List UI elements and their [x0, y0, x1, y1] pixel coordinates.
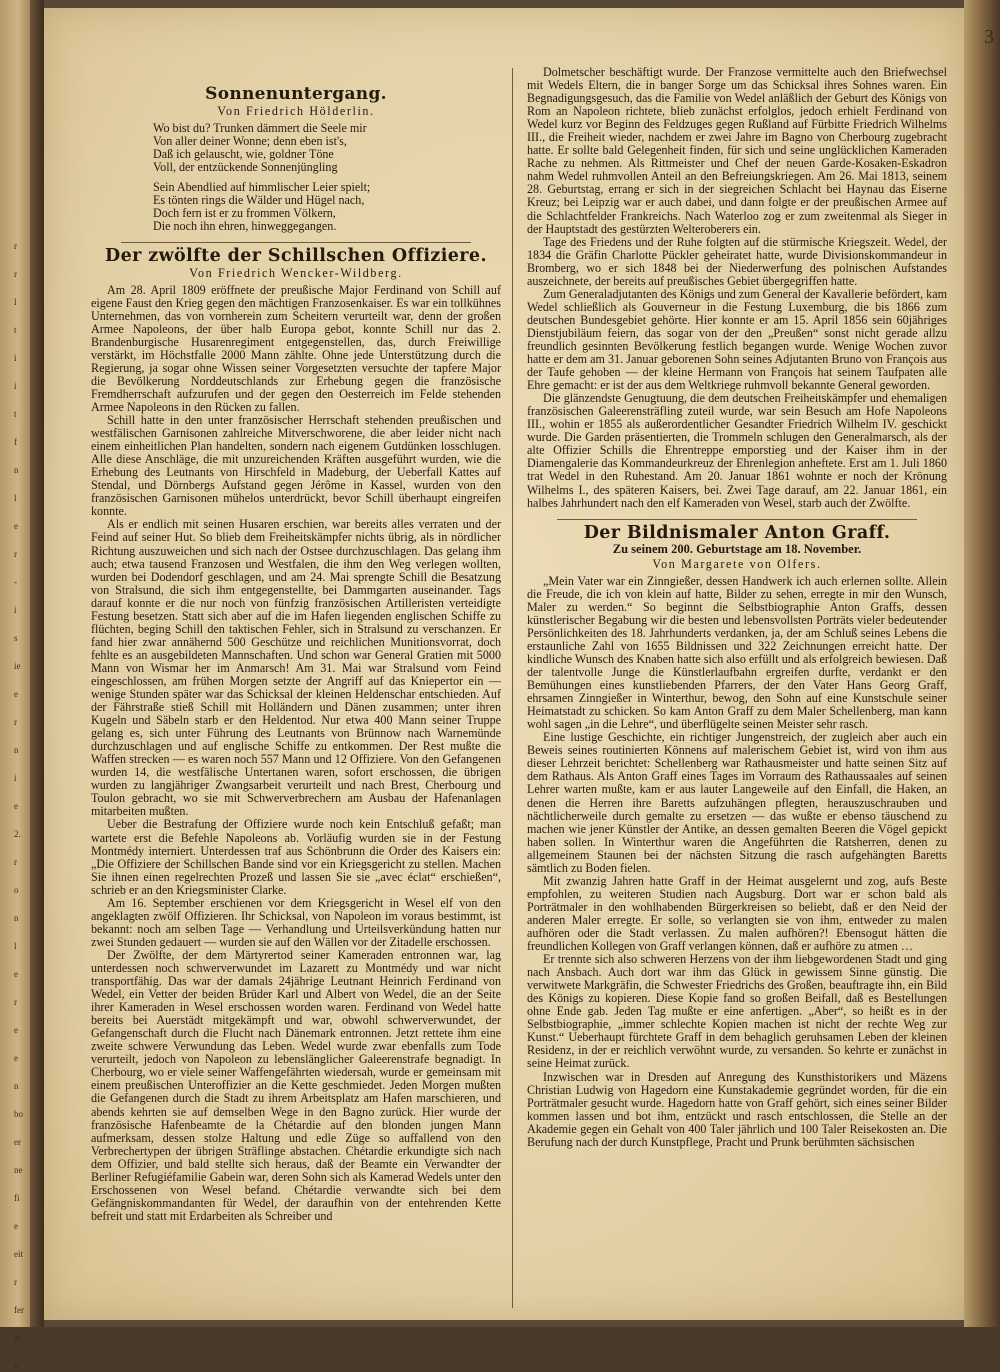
poem-line: Es tönten rings die Wälder und Hügel nach, [153, 193, 365, 208]
margin-fragment: eit [14, 1249, 23, 1259]
article-body [91, 284, 501, 1223]
margin-fragment: i [14, 381, 17, 391]
column-divider [512, 68, 513, 1308]
margin-fragment: r [14, 241, 17, 251]
poem-title: Sonnenuntergang. [205, 84, 387, 104]
paragraph: Zum Generaladjutanten des Königs und zum General der Kavallerie befördert, kam Wedel schließlich als Gouverneur in die Festung Luxemburg, die bis 1866 zum deutschen Bundesgebiet gehörte. Hier konnte er am 15. April 1856 sein 60jähriges Dienstjubiläum feiern, das sogar von der den „Preußen“ sonst nicht gerade allzu freundlich gesinnten Bevölkerung festlich begangen wurde. Wenige Wochen zuvor hatte er dem am 31. Januar geborenen Sohn seines Adjutanten Bruno von François aus der Taufe gehoben — der kleine Hermann von François hat seinem Taufpaten alle Ehre gemacht: er ist der aus dem Weltkriege ruhmvoll bekannte General geworden. [527, 286, 947, 393]
poem-body [153, 122, 501, 233]
margin-fragment: ie [14, 661, 21, 671]
margin-fragment: r [14, 857, 17, 867]
paragraph: Als er endlich mit seinen Husaren erschien, war bereits alles verraten und der Feind auf seiner Hut. So blieb dem Freiheitskämpfer nichts übrig, als in nördlicher Richtung auszuweichen und sich nach der Ostsee durchzuschlagen. Das gelang ihm auch; etwa tausend Franzosen und Westfalen, die ihm den Weg verlegen wollten, wurden bei Dodendorf geschlagen, und am 24. Mai sprengte Schill die Besatzung von Stralsund, die sich ihm entgegenstellte, bei Dammgarten auseinander. Tags darauf konnte er die nur noch von fünfzig französischen Artilleristen verteidigte Festung besetzen. Statt sich aber auf die im Hafen liegenden englischen Schiffe zu flüchten, beging Schill den taktischen Fehler, sich in Stralsund zu verschanzen. Er fand hier zwar annähernd 500 Geschütze und reichlichen Munitionsvorrat, doch fehlte es an ausgebildeten Mannschaften. Und schon war General Gratien mit 5000 Mann von Wismar her im Anmarsch! Am 31. Mai war Stralsund vom Feind eingeschlossen, am frühen Morgen setzte der Angriff auf das Kniepertor ein — wenige Stunden später war das Schicksal der kleinen Heldenschar entschieden. Auf der Fährstraße stieß Schill mit Holländern und Dänen zusammen; unter ihren Kugeln und Säbeln starb er den Heldentod. Nur etwa 400 Mann seiner Truppe gelang es, sich unter Führung des Leutnants von Brünnow nach Warnemünde durchzuschlagen und auf englische Schiffe zu entkommen. Der Rest mußte die Waffen strecken — es waren noch 557 Mann und 12 Offiziere. Von den Gefangenen wurden 14, die westfälische Untertanen waren, sofort erschossen, die übrigen wurden zu langjähriger Zwangsarbeit verurteilt und nach Brest, Cherbourg und Toulon gebracht, wo sie mit Schwerverbrechern am Ausbau der Hafenanlagen mitarbeiten mußten. [91, 517, 501, 819]
margin-fragment: - [14, 577, 17, 587]
margin-fragment: n [14, 745, 19, 755]
margin-fragment: t [14, 409, 17, 419]
article-author: Von Margarete von Olfers. [652, 556, 822, 571]
poem-line: Von aller deiner Wonne; denn eben ist's, [153, 134, 347, 149]
paragraph: Eine lustige Geschichte, ein richtiger Jungenstreich, der zugleich aber auch ein Beweis seines routinierten Könnens auf malerischem Gebiet ist, wird von ihm aus dieser Lehrzeit berichtet: Schellenberg war Rathausmeister und hatte seinen Sitz auf dem Rathaus. Als Anton Graff eines Tages im Vorraum des Rathaussaales auf seinen Lehrer warten mußte, kam er aus lauter Langeweile auf den Einfall, die Haken, an denen die Herren ihre Baretts aufzuhängen pflegten, herauszuschrauben und nächtlicherweile durch gemalte zu ersetzen — das wußte er ebenso täuschend zu machen wie jener Künstler der Antike, an dessen gemalten Beeren die Vögel gepickt haben sollen. In Winterthur waren die Angeführten die Ratsherren, denen zu allgemeinem Staunen bei der nächsten Sitzung die rasch aufgehängten Baretts sämtlich zu Boden fielen. [527, 730, 947, 875]
article-author: Von Friedrich Wencker-Wildberg. [189, 265, 403, 280]
margin-fragment: e [14, 801, 18, 811]
margin-fragment: k. [14, 1361, 21, 1371]
margin-fragment: e [14, 969, 18, 979]
article-body [527, 575, 947, 1149]
margin-fragment: s [14, 633, 18, 643]
poem-line: Daß ich gelauscht, wie, goldner Töne [153, 147, 334, 162]
margin-fragment: n [14, 465, 19, 475]
paragraph: Der Zwölfte, der dem Märtyrertod seiner Kameraden entronnen war, lag unterdessen noch schwerverwundet im Lazarett zu Montmédy und war nicht transportfähig. Das war der damals 24jährige Leutnant Heinrich Ferdinand von Wedel, ein Vetter der beiden Brüder Karl und Albert von Wedel, die an der Seite ihrer Kameraden in Wesel erschossen worden waren. Ferdinand von Wedel hatte bereits bei Auerstädt mitgekämpft und war, obwohl schwerverwundet, der Gefangenschaft durch die Flucht nach Dänemark entronnen. Jetzt rettete ihm eine zweite schwere Verwundung das Leben. Wedel wurde zwar ebenfalls zum Tode verurteilt, jedoch von Napoleon zu lebenslänglicher Galeerenstrafe begnadigt. In Cherbourg, wo er viele seiner Waffengefährten wiedersah, wurde er gemeinsam mit einem preußischen Unteroffizier an die Kette geschmiedet. Jeden Morgen mußten die Gefangenen durch die Stadt zu ihrem Arbeitsplatz am Hafen marschieren, und abends kehrten sie auf demselben Wege in den Bagno zurück. Hier wurde der französische Hafenbeamte de la Chétardie auf den blonden jungen Mann aufmerksam, dessen stolze Haltung und edle Züge so auffallend von den Verbrechertypen der übrigen Sträflinge abstachen. Chétardie erkundigte sich nach dem Offizier, und bald stellte sich heraus, daß der Beamte ein Verwandter der Berliner Refugiéfamilie Gabein war, deren Sohn sich als Kamerad Wedels unter den Erschossenen von Wesel befand. Chétardie verwandte sich bei dem Gefängniskommandanten für Wedel, der daraufhin von der entehrenden Kette befreit und statt mit Erdarbeiten als Schreiber und [91, 947, 501, 1223]
margin-fragment: ne [14, 1165, 23, 1175]
paragraph: Am 16. September erschienen vor dem Kriegsgericht in Wesel elf von den angeklagten zwölf Offizieren. Ihr Schicksal, von Napoleon im voraus bestimmt, ist bekannt: noch am selben Tage — Verhandlung und Urteilsverkündung hatten nur zwei Stunden gedauert — wurden sie auf den Wällen vor der Zitadelle erschossen. [91, 895, 501, 949]
margin-fragment: i [14, 605, 17, 615]
poem-stanza [153, 181, 501, 233]
left-column [91, 70, 501, 1310]
margin-fragment: o [14, 885, 19, 895]
section-divider [557, 519, 917, 520]
paragraph: Er trennte sich also schweren Herzens von der ihm liebgewordenen Stadt und ging nach Ansbach. Auch dort war ihm das Glück in gewissem Sinne günstig. Die verwitwete Markgräfin, die Schwester Friedrichs des Großen, beauftragte ihn, ein Bild des Königs zu kopieren. Diese Kopie fand so großen Beifall, daß es Bestellungen ohne Ende gab. Jeden Tag mußte er eine anfertigen. „Aber“, so heißt es in der Selbstbiographie, „immer schlechte Kopien machen ist nicht der rechte Weg zur Kunst.“ Ueberhaupt fürchtete Graff in dem behaglich geruhsamen Leben der kleinen Residenz, in der er reichlich verwöhnt wurde, zu versanden. So kehrte er zunächst in seine Heimat zurück. [527, 952, 947, 1071]
poem-line: Sein Abendlied auf himmlischer Leier spielt; [153, 180, 371, 195]
margin-fragment: t [14, 325, 17, 335]
margin-fragment: i [14, 353, 17, 363]
article-body-continued [527, 66, 947, 510]
article-title: Der Bildnismaler Anton Graff. [583, 522, 891, 543]
poem-author: Von Friedrich Hölderlin. [217, 104, 375, 119]
paragraph: Am 28. April 1809 eröffnete der preußische Major Ferdinand von Schill auf eigene Faust den Krieg gegen den mächtigen Franzosenkaiser. Es war ein tollkühnes Unternehmen, das von vornherein zum Scheitern verurteilt war, denn der großen Armee Napoleons, der über halb Europa gebot, konnte Schill nur das 2. Brandenburgische Husarenregiment entgegenstellen, das, durch Freiwillige verstärkt, im Höchstfalle 2000 Mann zählte. Ohne jede Unterstützung durch die Regierung, ja sogar ohne Wissen seiner Vorgesetzten versuchte der tapfere Major die Bevölkerung Norddeutschlands zur Erhebung gegen die französische Fremdherrschaft aufzurufen und der gegen den Oesterreich im Felde stehenden Armee Napoleons in den Rücken zu fallen. [91, 282, 501, 414]
margin-fragment: r [14, 717, 17, 727]
margin-fragment: e [14, 1053, 18, 1063]
right-column [527, 66, 947, 1306]
poem-line: Voll, der entzückende Sonnenjüngling [153, 160, 338, 175]
right-page-edge [964, 0, 1000, 1327]
paragraph: Dolmetscher beschäftigt wurde. Der Franzose vermittelte auch den Briefwechsel mit Wedels Eltern, die in banger Sorge um das Schicksal ihres Sohnes waren. Ein Begnadigungsgesuch, das die Familie von Wedel anläßlich der Geburt des Königs von Rom an Napoleon richtete, blieb zunächst erfolglos, jedoch erhielt Ferdinand von Wedel kurz vor Beginn des Feldzuges gegen Rußland auf Fürbitte Friedrich Wilhelms III., die Freiheit wieder, nachdem er zwei Jahre im Bagno von Cherbourg zugebracht hatte. Er sollte bald Gelegenheit finden, für sich und seine unglücklichen Kameraden Rache zu nehmen. Als Rittmeister und Chef der neuen Garde-Kosaken-Eskadron nahm Wedel ruhmvollen Anteil an den Befreiungskriegen. Am 26. Mai 1813, seinem 28. Geburtstag, errang er sich in der siegreichen Schlacht bei Haynau das Eiserne Kreuz; bei Leipzig war er auch dabei, und dann folgte er der preußischen Armee auf die Schlachtfelder Frankreichs. Nach Waterloo zog er zum zweitenmal als Sieger in der Hauptstadt des gestürzten Welteroberers ein. [527, 65, 947, 236]
margin-fragment: e [14, 689, 18, 699]
margin-fragment: e [14, 1025, 18, 1035]
margin-fragment: r [14, 269, 17, 279]
margin-fragment: fi [14, 1193, 20, 1203]
margin-fragment: l [14, 297, 17, 307]
adjacent-page-edge [0, 0, 30, 1371]
paragraph: Mit zwanzig Jahren hatte Graff in der Heimat ausgelernt und zog, aufs Beste empfohlen, zu weiteren Studien nach Augsburg. Dort war er schon bald als Porträtmaler in den wohlhabenden Bürgerkreisen so beliebt, daß er den Neid der anderen Maler erregte. Er solle, so verlangten sie von ihm, entweder zu malen aufhören oder die Stadt verlassen. Zu malen aufhören?! Ebensogut hätten die freundlichen Kollegen von Graff verlangen können, daß er aufhöre zu atmen … [527, 873, 947, 954]
margin-fragment: m [14, 1333, 22, 1343]
poem-line: Die noch ihn ehren, hinweggegangen. [153, 219, 337, 234]
margin-fragment: e [14, 521, 18, 531]
paragraph: „Mein Vater war ein Zinngießer, dessen Handwerk ich auch erlernen sollte. Allein die Freude, die ich von klein auf hatte, Bilder zu sehen, erregte in mir den Wunsch, Maler zu werden.“ So beginnt die Selbstbiographie Anton Graffs, dessen künstlerischer Begabung wir die besten und lebensvollsten Porträts vieler bedeutender Persönlichkeiten des 18. Jahrhunderts verdanken, ja, der am Schluß seines Lebens die erstaunliche Zahl von 1655 Bildnissen und 322 Zeichnungen erreicht hatte. Der kindliche Wunsch des Knaben hatte sich also erfüllt und als erfolgreich bewiesen. Daß der talentvolle Junge die Künstlerlaufbahn ergreifen durfte, verdankt er den Bemühungen eines kunstliebenden Pfarrers, der den Vater Hans Georg Graff, ehrsamen Zinngießer in Winterthur, bewog, den Sohn auf eine Kunstschule seiner Heimatstadt zu schicken. So kam Anton Graff zu dem Maler Schellenberg, man kann wohl sagen „in die Lehre“, und überflügelte seinen Meister sehr rasch. [527, 573, 947, 732]
margin-fragment: 2. [14, 829, 21, 839]
margin-fragment: n [14, 1081, 19, 1091]
poem-line: Doch fern ist er zu frommen Völkern, [153, 206, 336, 221]
paragraph: Ueber die Bestrafung der Offiziere wurde noch kein Entschluß gefaßt; man wartete erst die Befehle Napoleons ab. Vorläufig wurden sie in der Festung Montmédy interniert. Unterdessen traf aus Schönbrunn die Order des Kaisers ein: „Die Offiziere der Schillschen Bande sind vor ein Kriegsgericht zu stellen. Machen Sie ihnen einen regelrechten Prozeß und lassen Sie sie „avec éclat“ erschießen“, schrieb er an den Kriegsminister Clarke. [91, 817, 501, 897]
margin-fragment: r [14, 549, 17, 559]
margin-fragment: f [14, 437, 17, 447]
margin-fragment: bo [14, 1109, 23, 1119]
page-number: 3 [984, 26, 994, 48]
margin-fragment: fer [14, 1305, 24, 1315]
paragraph: Die glänzendste Genugtuung, die dem deutschen Freiheitskämpfer und ehemaligen französischen Galeerensträfling zuteil wurde, war sein Besuch am Hofe Napoleons III., wohin er 1855 als außerordentlicher Gesandter Friedrich Wilhelm IV. geschickt wurde. Die Garden präsentierten, die Trommeln schlugen den Generalmarsch, als der alte Offizier Schills die Ehrentreppe emporstieg und der Kaiser ihm in der Diamengalerie das Kommandeurkreuz der Ehrenlegion anheftete. Erst am 1. Juli 1860 trat Wedel in den Ruhestand. Am 20. Januar 1861 wohnte er noch der Krönung Wilhelms I., des späteren Kaisers, bei. Zwei Tage darauf, am 22. Januar 1861, ein halbes Jahrhundert nach den elf Kameraden von Wesel, starb auch der Zwölfte. [527, 391, 947, 510]
article-title: Der zwölfte der Schillschen Offiziere. [105, 246, 487, 267]
margin-fragment: l [14, 941, 17, 951]
section-divider [121, 242, 471, 243]
paragraph: Inzwischen war in Dresden auf Anregung des Kunsthistorikers und Mäzens Christian Ludwig von Hagedorn eine Kunstakademie gegründet worden, für die ein Porträtmaler gesucht wurde. Hagedorn hatte von Graff gehört, sich eines seiner Bilder kommen lassen und bot ihm, entzückt und rasch entschlossen, die Stelle an der Akademie gegen ein Gehalt von 400 Taler jährlich und 100 Taler Reisekosten an. Die Berufung nach der durch Kunstpflege, Pracht und Prunk berühmten sächsischen [527, 1069, 947, 1149]
paragraph: Tage des Friedens und der Ruhe folgten auf die stürmische Kriegszeit. Wedel, der 1834 die Gräfin Charlotte Pückler geheiratet hatte, wurde Divisionskommandeur in Bromberg, wo er sich 1848 bei der Niederwerfung des polnischen Aufstandes auszeichnete, der bereits auf preußisches Gebiet übergegriffen hatte. [527, 234, 947, 288]
poem-line: Wo bist du? Trunken dämmert die Seele mir [153, 121, 367, 136]
margin-fragment: r [14, 1277, 17, 1287]
margin-fragment: r [14, 997, 17, 1007]
book-gutter [30, 0, 44, 1327]
newspaper-page [44, 8, 964, 1320]
poem-stanza [153, 122, 501, 174]
margin-fragment: i [14, 773, 17, 783]
margin-fragment: e [14, 1221, 18, 1231]
paragraph: Schill hatte in den unter französischer Herrschaft stehenden preußischen und westfälischen Garnisonen zahlreiche Mitverschworene, die aber leider nicht nach einem einheitlichen Plan handelten, sondern nach eigenem Gutdünken losschlugen. Alle diese Anschläge, die mit unzureichenden Kräften ausgeführt wurden, wie die Erhebung des Leutnants von Hirschfeld in Madeburg, der Ueberfall Kattes auf Stendal, und Dörnbergs Aufstand gegen Jérôme in Kassel, wurden von den französischen Garnisonen mühelos unterdrückt, bevor Schill überhaupt eingreifen konnte. [91, 413, 501, 519]
margin-fragment: n [14, 913, 19, 923]
margin-fragment: er [14, 1137, 21, 1147]
margin-fragment: l [14, 493, 17, 503]
article-subtitle: Zu seinem 200. Geburtstage am 18. November. [612, 541, 862, 556]
